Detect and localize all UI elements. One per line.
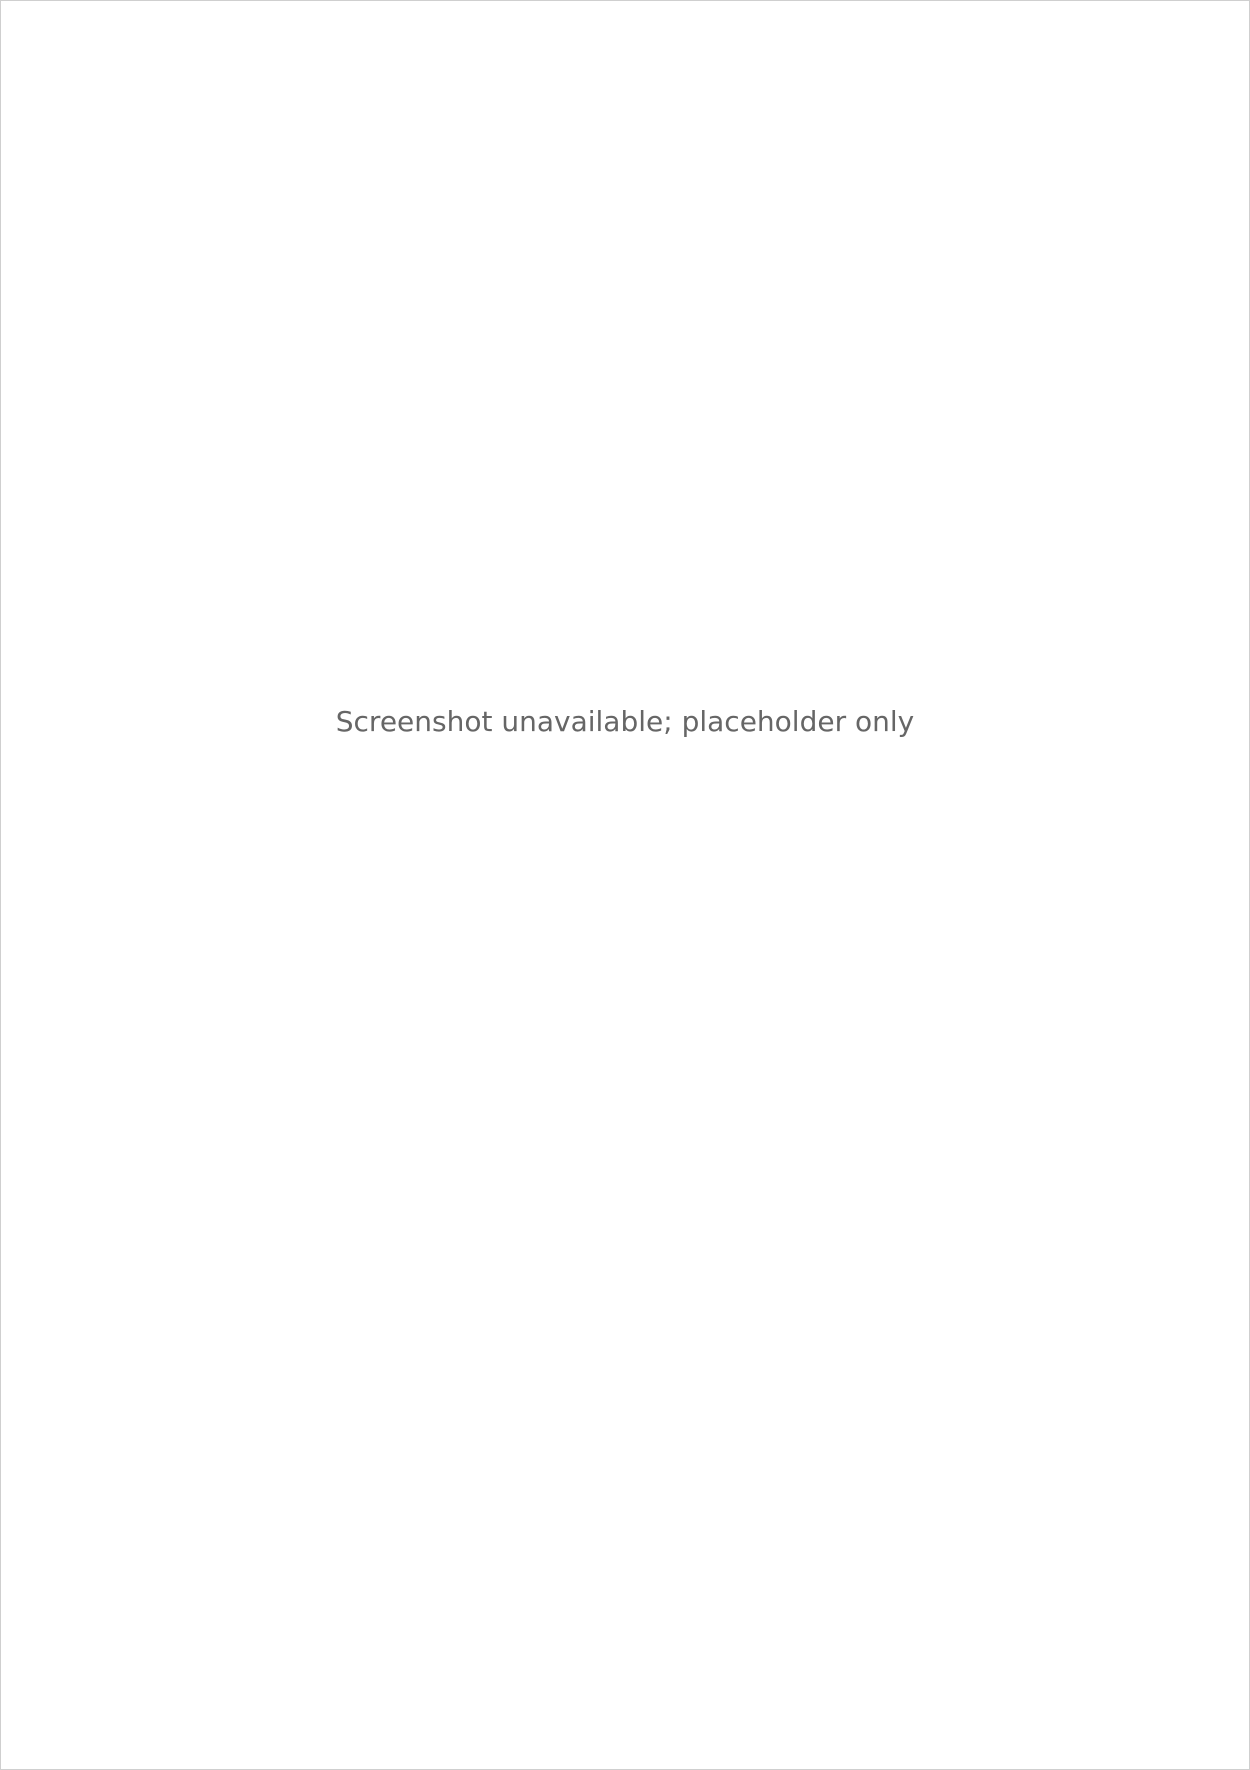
- placeholder-notice: Screenshot unavailable; placeholder only: [335, 705, 915, 738]
